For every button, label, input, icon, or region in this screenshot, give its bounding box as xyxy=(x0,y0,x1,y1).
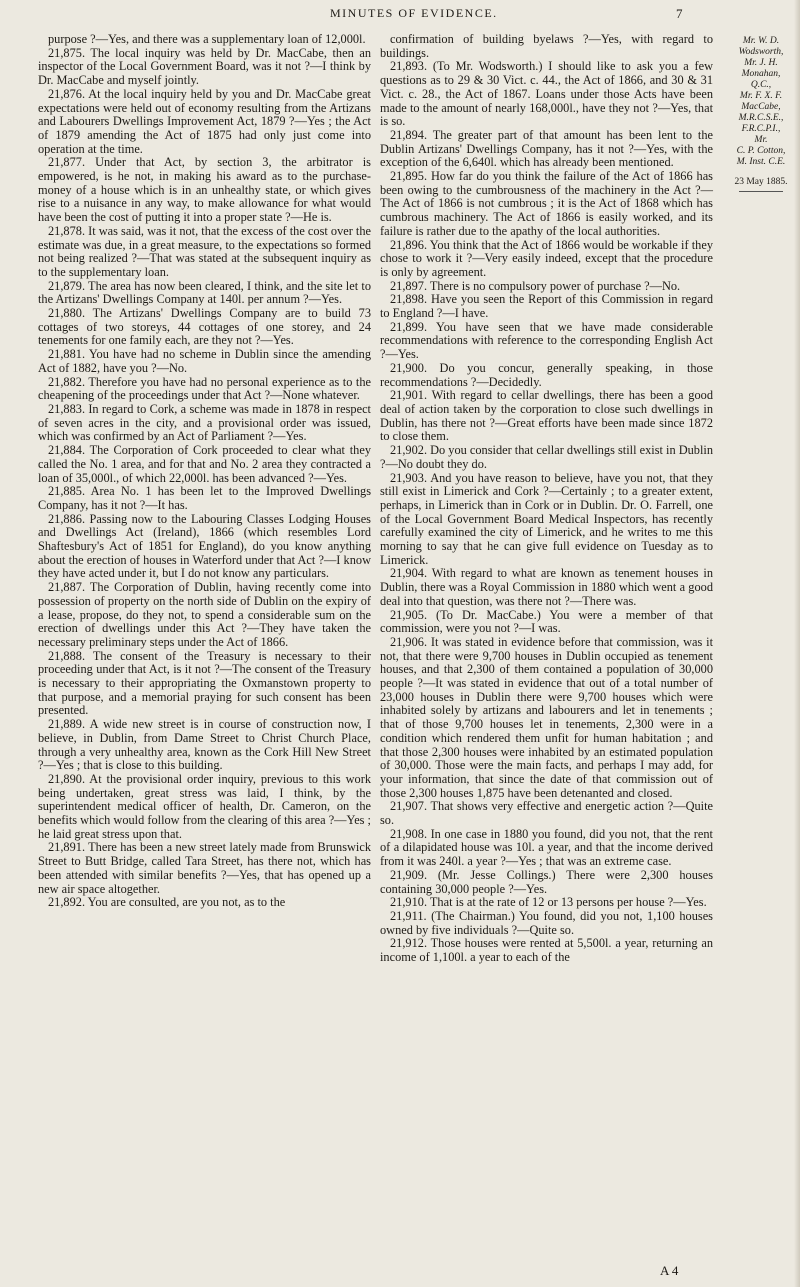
signature-mark: A 4 xyxy=(660,1263,679,1278)
paragraph: 21,885. Area No. 1 has been let to the Improved Dwellings Company, has it not ?—It has. xyxy=(38,484,371,512)
witness-name: Wodsworth, xyxy=(738,47,784,57)
sitting-date: 23 May 1885. xyxy=(734,177,788,187)
witness-name: F.R.C.P.I., xyxy=(741,124,781,134)
paragraph: 21,884. The Corporation of Cork proceeded to clear what they called the No. 1 area, and for that and No. 2 area they contracted a loan of 35,000l., of which 22,000l. has been advanced ?—Yes. xyxy=(38,443,371,485)
margin-note xyxy=(726,36,796,192)
paragraph: 21,878. It was said, was it not, that the excess of the cost over the estimate was due, in a great measure, to the expectations so formed not being realized ?—That was stated at the subsequent inquiry as to the supplementary loan. xyxy=(38,223,371,279)
paragraph: 21,909. (Mr. Jesse Collings.) There were 2,300 houses containing 30,000 people ?—Yes. xyxy=(380,867,713,896)
witness-name: Mr. J. H. xyxy=(744,58,778,68)
paragraph: 21,886. Passing now to the Labouring Classes Lodging Houses and Dwellings Act (Ireland), 1866 (which resembles Lord Shaftesbury's Act of 1851 for England), do you know anything about the erection of houses in Waterford under that Act ?—I know they have acted under it, but I do not know any particulars. xyxy=(38,511,371,581)
paragraph: 21,890. At the provisional order inquiry, previous to this work being undertaken, great stress was laid, I think, by the superintendent medical officer of health, Dr. Cameron, on the benefits which would follow from the clearing of this area ?—Yes ; he laid great stress upon that. xyxy=(38,771,371,841)
paragraph: 21,904. With regard to what are known as tenement houses in Dublin, there was a Royal Commission in 1880 which went a good deal into that question, was there not ?—There was. xyxy=(380,566,713,608)
running-title: MINUTES OF EVIDENCE. xyxy=(330,6,498,20)
paragraph: 21,892. You are consulted, are you not, as to the xyxy=(48,895,286,910)
page-edge-shadow xyxy=(794,0,800,1287)
witness-name: Mr. W. D. xyxy=(742,36,780,46)
witness-name: M.R.C.S.E., xyxy=(738,113,784,123)
paragraph: 21,895. How far do you think the failure of the Act of 1866 has been owing to the cumbrousness of the machinery in the Act ?—The Act of 1866 is not cumbrous ; it is the Act of 1868 which has cumbrous machinery. The Act of 1866 is easily worked, and its failure is rather due to the apathy of the local authorities. xyxy=(380,169,713,238)
left-column xyxy=(38,33,371,910)
paragraph: 21,903. And you have reason to believe, have you not, that they still exist in Limerick and Cork ?—Certainly ; to a greater extent, perhaps, in Limerick than in Cork or in Dublin. Dr. O. Farrell, one of the Local Government Board Medical Inspectors, has recently carefully examined the city of Limerick, and he writes to me this morning to say that he can give full evidence on Tuesday as to Limerick. xyxy=(380,470,713,567)
paragraph: 21,908. In one case in 1880 you found, did you not, that the rent of a dilapidated house was 10l. a year, and that the income derived from it was 240l. a year ?—Yes ; that was an extreme case. xyxy=(380,826,713,869)
paragraph: 21,880. The Artizans' Dwellings Company are to build 73 cottages of two storeys, 44 cottages of one storey, and 24 tenements for one family each, are they not ?—Yes. xyxy=(38,306,371,348)
paragraph: 21,894. The greater part of that amount has been lent to the Dublin Artizans' Dwellings Company, has it not ?—Yes, with the exception of the 6,640l. which has already been mentioned. xyxy=(380,127,713,170)
witness-name: Mr. F. X. F. xyxy=(739,91,783,101)
divider xyxy=(739,191,783,192)
paragraph: 21,877. Under that Act, by section 3, the arbitrator is empowered, is he not, in making his award as to the purchase-money of a house which is in an unhealthy state, or which gives rise to a nuisance in any way, to make allowance for what would have been the cost of putting it into a proper state ?—He is. xyxy=(38,155,371,225)
paragraph: 21,905. (To Dr. MacCabe.) You were a member of that commission, were you not ?—I was. xyxy=(380,607,713,636)
page-number: 7 xyxy=(676,6,683,21)
paragraph: 21,897. There is no compulsory power of purchase ?—No. xyxy=(390,278,681,293)
paragraph: 21,893. (To Mr. Wodsworth.) I should like to ask you a few questions as to 29 & 30 Vict. c. 44., the Act of 1866, and 30 & 31 Vict. c. 28., the Act of 1867. Loans under those Acts have been made to the amount of nearly 168,000l., have they not ?—Yes, that is so. xyxy=(380,59,713,129)
paragraph: 21,881. You have had no scheme in Dublin since the amending Act of 1882, have you ?—No. xyxy=(38,347,371,375)
paragraph: purpose ?—Yes, and there was a supplementary loan of 12,000l. xyxy=(48,32,366,46)
paragraph: 21,902. Do you consider that cellar dwellings still exist in Dublin ?—No doubt they do. xyxy=(380,443,713,471)
page-header xyxy=(0,6,800,26)
paragraph: 21,906. It was stated in evidence before that commission, was it not, that there were 9,700 houses in Dublin occupied as tenement houses, and that 2,300 of them contained a population of 30,000 people ?—It was stated in evidence that out of a total number of 23,000 houses in Dublin there were 9,700 houses which were inhabited solely by artizans and labourers and let in tenements ; that of those 9,700 houses let in tenements, 2,300 were in a condition which rendered them unfit for human habitation ; and that those 2,300 houses were inhabited by an estimated population of 30,000. Those were the main facts, and perhaps I may add, for your information, that since the date of that commission out of those 2,300 houses 1,875 have been detenanted and closed. xyxy=(380,634,713,800)
witness-name: M. Inst. C.E. xyxy=(736,157,786,167)
paragraph: 21,887. The Corporation of Dublin, having recently come into possession of property on the north side of Dublin on the expiry of a lease, propose, do they not, to spend a considerable sum on the erection of dwellings under this Act ?—They have taken the necessary preliminary steps under the Act of 1866. xyxy=(38,580,371,649)
paragraph: 21,875. The local inquiry was held by Dr. MacCabe, then an inspector of the Local Government Board, was it not ?—I think by Dr. MacCabe and myself jointly. xyxy=(38,45,371,88)
witness-name: Monahan, xyxy=(741,69,781,79)
paragraph: 21,899. You have seen that we have made considerable recommendations with reference to the corresponding English Act ?—Yes. xyxy=(380,319,713,362)
witness-name: MacCabe, xyxy=(741,102,781,112)
paragraph: 21,891. There has been a new street lately made from Brunswick Street to Butt Bridge, called Tara Street, has there not, which has been attended with similar benefits ?—Yes, that has opened up a new air space altogether. xyxy=(38,840,371,896)
paragraph: 21,901. With regard to cellar dwellings, there has been a good deal of action taken by the corporation to close such dwellings in Dublin, has there not ?—Great efforts have been made since 1872 to close them. xyxy=(380,388,713,444)
witness-name: Mr. xyxy=(754,135,768,145)
paragraph: 21,911. (The Chairman.) You found, did you not, 1,100 houses owned by five individuals ?—Quite so. xyxy=(380,909,713,937)
paragraph: 21,898. Have you seen the Report of this Commission in regard to England ?—I have. xyxy=(380,292,713,321)
paragraph: 21,907. That shows very effective and energetic action ?—Quite so. xyxy=(380,799,713,828)
paragraph: 21,889. A wide new street is in course of construction now, I believe, in Dublin, from Dame Street to Christ Church Place, through a very unhealthy area, known as the Cork Hill New Street ?—Yes ; that is close to this building. xyxy=(38,717,371,773)
witness-name: Q.C., xyxy=(750,80,772,90)
paragraph: 21,888. The consent of the Treasury is necessary to their proceeding under that Act, is it not ?—The consent of the Treasury is necessary to their appropriating the Oxmanstown property to that purpose, and a memorial praying for such consent has been presented. xyxy=(38,648,371,718)
paragraph: 21,876. At the local inquiry held by you and Dr. MacCabe great expectations were held out of economy resulting from the Artizans and Labourers Dwellings Improvement Act, 1879 ?—Yes ; the Act of 1879 amending the Act of 1875 had only just come into operation at the time. xyxy=(38,86,371,156)
paragraph: 21,879. The area has now been cleared, I think, and the site let to the Artizans' Dwellings Company at 140l. per annum ?—Yes. xyxy=(38,278,371,307)
paragraph: 21,910. That is at the rate of 12 or 13 persons per house ?—Yes. xyxy=(390,895,707,910)
right-column xyxy=(380,33,713,965)
paragraph: confirmation of building byelaws ?—Yes, with regard to buildings. xyxy=(380,32,713,60)
witness-name: C. P. Cotton, xyxy=(736,146,786,156)
paragraph: 21,896. You think that the Act of 1866 would be workable if they chose to work it ?—Very easily indeed, except that the procedure is only by agreement. xyxy=(380,237,713,279)
paragraph: 21,882. Therefore you have had no personal experience as to the cheapening of the proceedings under that Act ?—None whatever. xyxy=(38,374,371,403)
paragraph: 21,900. Do you concur, generally speaking, in those recommendations ?—Decidedly. xyxy=(380,360,713,389)
paragraph: 21,912. Those houses were rented at 5,500l. a year, returning an income of 1,100l. a year to each of the xyxy=(380,936,713,965)
paragraph: 21,883. In regard to Cork, a scheme was made in 1878 in respect of seven acres in the city, and a provisional order was issued, which was confirmed by an Act of Parliament ?—Yes. xyxy=(38,401,371,444)
